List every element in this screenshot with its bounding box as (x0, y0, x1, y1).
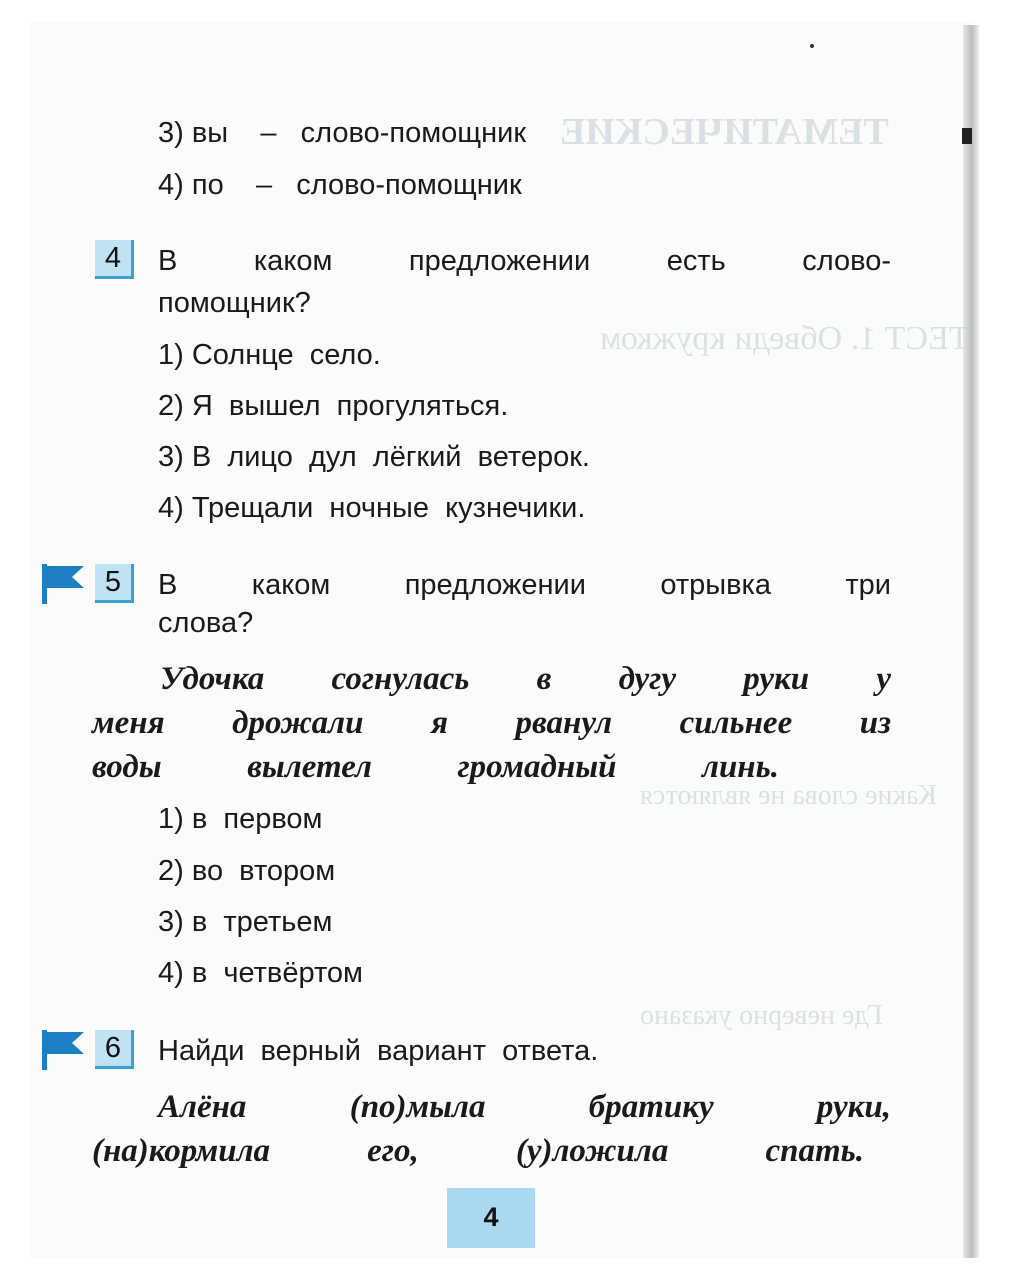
q5-passage-line-1: Удочка согнулась в дугу руки у (160, 661, 891, 697)
q3-option-3: 3) вы – слово-помощник (158, 117, 527, 149)
question-number-box: 5 (95, 564, 134, 603)
bleed-through-text: ТЕСТ 1. Обведи кружком (600, 320, 970, 357)
q4-option-2: 2) Я вышел прогуляться. (158, 390, 509, 422)
q5-option-2: 2) во втором (158, 855, 336, 887)
q5-option-3: 3) в третьем (158, 906, 333, 938)
bleed-through-text-2: Какие слова не являются (640, 780, 937, 811)
page-number: 4 (447, 1188, 535, 1248)
question-6-text: Найди верный вариант ответа. (158, 1035, 599, 1067)
question-4-text-cont: помощник? (158, 287, 311, 319)
q4-option-3: 3) В лицо дул лёгкий ветерок. (158, 441, 590, 473)
q5-passage-line-3: воды вылетел громадный линь. (92, 749, 779, 785)
flag-icon (40, 562, 86, 606)
workbook-page (30, 22, 975, 1258)
question-number-box: 6 (95, 1030, 134, 1069)
question-5-text-cont: слова? (158, 607, 254, 639)
q5-passage-line-2: меня дрожали я рванул сильнее из (92, 705, 891, 741)
q4-option-4: 4) Трещали ночные кузнечики. (158, 492, 586, 524)
page-spine-shadow (963, 25, 979, 1258)
q5-option-1: 1) в первом (158, 803, 323, 835)
question-4-text: В каком предложении есть слово- (158, 245, 891, 277)
bleed-through-text-3: Где неверно указано (640, 1000, 883, 1031)
question-number-box: 4 (95, 240, 134, 279)
question-5-text: В каком предложении отрывка три (158, 569, 891, 601)
q5-option-4: 4) в четвёртом (158, 957, 363, 989)
speck (810, 44, 814, 48)
q3-option-4: 4) по – слово-помощник (158, 169, 522, 201)
bleed-through-heading: ТЕМАТИЧЕСКИЕ (560, 111, 889, 153)
q6-passage-line-1: Алёна (по)мыла братику руки, (158, 1089, 891, 1125)
edge-mark (962, 128, 972, 144)
q6-passage-line-2: (на)кормила его, (у)ложила спать. (92, 1133, 864, 1169)
flag-icon (40, 1028, 86, 1072)
q4-option-1: 1) Солнце село. (158, 339, 381, 371)
